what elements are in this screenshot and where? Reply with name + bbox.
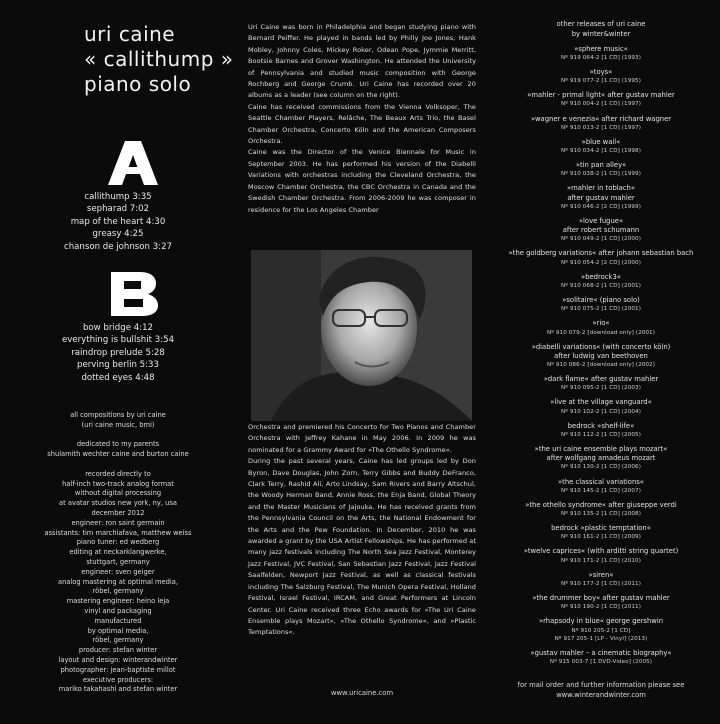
portrait-illustration	[251, 250, 472, 421]
side-a-glyph	[108, 141, 158, 185]
track-a1: callithump 3:35	[84, 192, 152, 202]
credit-line: half-inch two-track analog format	[62, 479, 174, 488]
track-a3: map of the heart 4:30	[70, 216, 166, 227]
release-catalog: Nº 910 086-2 [download only] (2002)	[547, 362, 655, 369]
credit-line: photographer: jean-baptiste millot	[60, 665, 176, 674]
credit-line: analog mastering at optimal media,	[57, 577, 179, 586]
release-catalog: Nº 910 177-2 [1 CD] (2011)	[561, 580, 641, 587]
release-title: »gustav mahler – a cinematic biography«	[530, 649, 672, 658]
track-b2: everything is bullshit 3:54	[61, 335, 175, 346]
credit-line: editing at neckarklangwerke,	[69, 548, 167, 557]
release-item	[482, 296, 720, 314]
left-column	[0, 0, 240, 694]
credit-line: producer: stefan winter	[78, 646, 158, 655]
release-catalog: Nº 910 004-2 [1 CD] (1997)	[561, 101, 641, 108]
release-catalog: Nº 910 190-2 [1 CD] (2011)	[561, 604, 641, 611]
track-a2: sepharad 7:02	[86, 204, 150, 215]
releases-header-line: other releases of uri caine	[556, 20, 646, 28]
release-title: »solitaire« (piano solo)	[562, 296, 640, 305]
credits-spacer	[0, 431, 236, 441]
release-title: »the drummer boy« after gustav mahler	[532, 594, 670, 603]
credit-line: assistants: tim marchiafava, matthew weiss	[44, 528, 192, 537]
credit-line: piano tuner: ed wedberg	[76, 538, 160, 547]
release-title: »diabelli variations« (with concerto köln)	[531, 342, 671, 351]
side-b-glyph	[108, 272, 158, 316]
release-item	[482, 422, 720, 440]
release-title-sub: after wolfgang amadeus mozart	[546, 454, 656, 463]
release-list	[482, 45, 720, 667]
release-catalog: Nº 919 064-2 [1 CD] (1993)	[561, 54, 641, 61]
album-title-block	[0, 0, 240, 97]
release-title: »the goldberg variations« after johann sebastian bach	[508, 249, 694, 258]
album-subtitle: piano solo	[84, 72, 192, 96]
release-catalog: Nº 910 046-2 [2 CD] (1999)	[561, 203, 641, 210]
release-item	[482, 547, 720, 565]
release-title: »siren«	[588, 570, 614, 579]
bio-paragraph: Orchestra and premiered his Concerto for Two Pianos and Chamber Orchestra with Jeffrey Kahane in May 2006. In 2009 he was nominated for a Grammy Award for »The Othello Syndrome«.	[248, 423, 476, 454]
release-catalog: Nº 910 205-2 [1 CD]	[571, 627, 631, 634]
release-catalog: Nº 919 077-2 [1 CD] (1995)	[561, 78, 641, 85]
track-b4: perving berlin 5:33	[77, 360, 159, 371]
release-title: »the othello syndrome« after giuseppe verdi	[525, 500, 677, 509]
release-catalog: Nº 910 112-2 [1 CD] (2005)	[561, 431, 641, 438]
release-catalog: Nº 910 013-2 [1 CD] (1997)	[561, 124, 641, 131]
bio-paragraph: Caine was the Director of the Venice Biennale for Music in September 2003. He has performed his version of the Diabelli Variations with orchestras including the Cleveland Orchestra, the Moscow Chamber Orchestra, the CBC Orchestra in Canada and the Swedish Chamber Orchestra. From 2006-2009 he was composer in residence for the Los Angeles Chamber	[248, 148, 476, 214]
artist-name: uri caine	[84, 22, 176, 46]
credit-line: stuttgart, germany	[86, 557, 150, 566]
release-title-sub: after robert schumann	[562, 226, 640, 235]
release-title: »rio«	[592, 319, 610, 328]
side-b-tracklist	[0, 322, 236, 384]
release-item	[482, 649, 720, 667]
release-item	[482, 319, 720, 337]
bio-paragraph: During the past several years, Caine has led groups led by Don Byron, Dave Douglas, John Zorn, Terry Gibbs and Buddy DeFranco, Clark Terry, Rashid Ali, Arto Lindsay, Sam Rivers and Barry Altschul, the Woody Herman Band, Annie Ross, the Enja Band, Global Theory and the Master Musicians of Jajouka. He has received grants from the Pennsylvania Council on the Arts, the National Endowment for the Arts and the Pew Foundation. In December, 2010 he was awarded a grant by the USA Artist Fellowships. He has performed at many jazz festivals including The North Sea Jazz Festival, Monterey Jazz Festival, JVC Festival, San Sebastian Jazz Festival, Jazz Festival Saalfelden, Newport Jazz Festival, as well as classical festivals including The Salzburg Festival, The Munich Opera Festival, Holland Festival, Israel Festival, IRCAM, and Great Performers at Lincoln Center. Uri Caine received three Echo awards for »The Uri Caine Ensemble plays Mozart«, »The Othello Syndrome«, and »Plastic Temptations«.	[248, 457, 476, 637]
credit-line: december 2012	[91, 508, 145, 517]
release-title: »wagner e venezia« after richard wagner	[530, 114, 672, 123]
release-title: »blue wail«	[581, 137, 621, 146]
track-a5: chanson de johnson 3:27	[63, 241, 173, 252]
credit-line: manufactured	[94, 616, 142, 625]
credits-block	[0, 411, 236, 695]
release-catalog: Nº 910 145-2 [1 CD] (2007)	[561, 487, 641, 494]
credit-line: layout and design: winterandwinter	[58, 655, 178, 664]
release-title: »love fugue«	[578, 216, 624, 225]
credit-line: mariko takahashi and stefan winter	[58, 685, 178, 694]
credit-line: (uri caine music, bmi)	[81, 420, 155, 429]
release-catalog: Nº 910 130-2 [1 CD] (2006)	[561, 464, 641, 471]
credits-spacer	[0, 460, 236, 470]
release-item	[482, 524, 720, 542]
credit-line: röbel, germany	[92, 636, 144, 645]
artist-website[interactable]: www.uricaine.com	[330, 689, 394, 697]
release-title: »rhapsody in blue« george gershwin	[538, 617, 664, 626]
release-catalog: Nº 910 038-2 [1 CD] (1999)	[561, 171, 641, 178]
release-title-sub: after gustav mahler	[567, 193, 635, 202]
release-catalog: Nº 910 054-2 [2 CD] (2000)	[561, 259, 641, 266]
credit-line: shulamith wechter caine and burton caine	[47, 450, 189, 459]
credit-line: engineer: sven geiger	[81, 567, 155, 576]
release-item	[482, 375, 720, 393]
release-title: »tin pan alley«	[575, 161, 627, 170]
release-catalog: Nº 910 034-2 [1 CD] (1998)	[561, 148, 641, 155]
release-item	[482, 343, 720, 370]
release-item	[482, 249, 720, 267]
release-title: »live at the village vanguard«	[550, 398, 652, 407]
bio-paragraph: Caine has received commissions from the Vienna Volksoper, The Seattle Chamber Players, Relâche, The Beaux Arts Trio, the Basel Chamber Orchestra, Concerto Köln and the American Composers Orchestra.	[248, 102, 476, 146]
side-b-letter	[108, 272, 158, 316]
release-item	[482, 273, 720, 291]
track-b3: raindrop prelude 5:28	[71, 347, 165, 358]
release-catalog-alt: Nº 917 205-1 [LP - Vinyl] (2013)	[554, 635, 648, 642]
track-a4: greasy 4:25	[92, 229, 144, 240]
release-item	[482, 184, 720, 211]
release-catalog: Nº 910 049-2 [1 CD] (2000)	[561, 236, 641, 243]
release-item	[482, 115, 720, 133]
release-item	[482, 398, 720, 416]
order-text: for mail order and further information please see	[517, 681, 685, 689]
release-item	[482, 138, 720, 156]
release-title: bedrock »plastic temptation«	[551, 524, 651, 533]
biography-top	[248, 22, 476, 216]
release-title: »dark flame« after gustav mahler	[543, 375, 659, 384]
label-website[interactable]: www.winterandwinter.com	[556, 691, 646, 699]
release-title: »mahler - primal light« after gustav mahler	[527, 91, 675, 100]
release-item	[482, 45, 720, 63]
credit-line: röbel, germany	[92, 587, 144, 596]
release-item	[482, 91, 720, 109]
biography-bottom	[248, 422, 476, 639]
release-catalog: Nº 910 135-2 [1 CD] (2008)	[561, 511, 641, 518]
track-b5: dotted eyes 4:48	[81, 372, 155, 383]
release-title: »the classical variations«	[558, 477, 644, 486]
release-catalog: Nº 910 075-2 [1 CD] (2001)	[561, 306, 641, 313]
release-catalog: Nº 910 102-2 [1 CD] (2004)	[561, 408, 641, 415]
credit-line: all compositions by uri caine	[70, 411, 166, 419]
credit-line: engineer: ron saint germain	[71, 518, 165, 527]
side-a-letter	[108, 141, 158, 185]
release-title: bedrock »shelf-life«	[567, 421, 635, 430]
mail-order-info	[482, 680, 720, 700]
release-catalog: Nº 910 079-2 [download only] (2001)	[547, 329, 655, 336]
release-item	[482, 501, 720, 519]
release-item	[482, 445, 720, 472]
release-title: »bedrock3«	[581, 272, 621, 281]
credit-line: at avatar studios new york, ny, usa	[59, 499, 177, 508]
releases-header	[482, 20, 720, 39]
release-title: »sphere music«	[574, 44, 628, 53]
release-item	[482, 161, 720, 179]
release-item	[482, 68, 720, 86]
release-item	[482, 217, 720, 244]
release-title: »toys«	[589, 67, 613, 76]
release-item	[482, 617, 720, 643]
credit-line: without digital processing	[74, 489, 162, 498]
release-catalog: Nº 910 095-2 [1 CD] (2003)	[561, 385, 641, 392]
release-title: »twelve caprices« (with arditti string quartet)	[523, 547, 679, 556]
credit-line: dedicated to my parents	[76, 440, 160, 449]
album-title: « callithump »	[84, 47, 234, 71]
track-b1: bow bridge 4:12	[82, 323, 154, 333]
release-item	[482, 571, 720, 589]
credit-line: by optimal media,	[87, 626, 149, 635]
credit-line: vinyl and packaging	[84, 606, 152, 615]
artist-photo	[251, 250, 472, 421]
release-item	[482, 594, 720, 612]
other-releases	[482, 20, 720, 667]
release-catalog: Nº 910 171-2 [1 CD] (2010)	[561, 557, 641, 564]
release-title: »the uri caine ensemble plays mozart«	[534, 445, 668, 454]
release-title-sub: after ludwig van beethoven	[554, 351, 648, 360]
release-catalog: Nº 910 068-2 [1 CD] (2001)	[561, 282, 641, 289]
side-a-tracklist	[0, 191, 236, 253]
credit-line: mastering engineer: heino leja	[66, 597, 170, 606]
release-catalog: Nº 910 161-2 [1 CD] (2009)	[561, 534, 641, 541]
release-item	[482, 478, 720, 496]
bio-paragraph: Uri Caine was born in Philadelphia and began studying piano with Bernard Peiffer. He played in bands led by Philly Joe Jones, Hank Mobley, Johnny Coles, Mickey Roker, Odean Pope, Jymmie Merritt, Bootsie Barnes and Grover Washington. He attended the University of Pennsylvania and studied music composition with George Rochberg and George Crumb. Uri Caine has recorded over 20 albums as a leader (see column on the right).	[248, 23, 476, 100]
credit-line: executive producers:	[82, 675, 154, 684]
release-title: »mahler in toblach«	[566, 184, 636, 193]
releases-header-line: by winter&winter	[571, 29, 631, 38]
release-catalog: Nº 915 003-7 [1 DVD-Video] (2005)	[549, 659, 653, 666]
credit-line: recorded directly to	[85, 469, 151, 478]
